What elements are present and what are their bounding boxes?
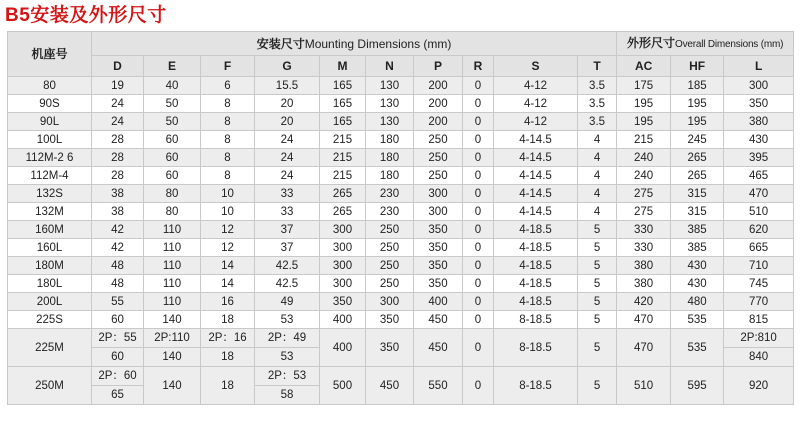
table-cell: 815 — [724, 311, 794, 329]
table-cell: 400 — [414, 293, 463, 311]
table-cell: 24 — [92, 95, 144, 113]
table-cell: 535 — [671, 311, 724, 329]
table-cell: 4-18.5 — [494, 239, 578, 257]
table-cell: 315 — [671, 185, 724, 203]
column-header: M — [320, 56, 366, 77]
frame-cell: 100L — [8, 131, 92, 149]
frame-cell: 180M — [8, 257, 92, 275]
table-cell: 535 — [671, 329, 724, 367]
table-cell: 275 — [617, 203, 671, 221]
table-cell: 195 — [617, 95, 671, 113]
table-cell: 53 — [255, 311, 320, 329]
table-cell: 37 — [255, 221, 320, 239]
table-cell: 130 — [366, 95, 414, 113]
table-cell: 110 — [144, 293, 201, 311]
table-cell: 200 — [414, 113, 463, 131]
table-cell: 2P：60 — [92, 367, 144, 386]
table-cell: 380 — [617, 275, 671, 293]
table-row — [8, 77, 794, 95]
table-cell: 300 — [414, 185, 463, 203]
table-cell: 60 — [92, 348, 144, 367]
table-cell: 300 — [320, 257, 366, 275]
table-cell: 5 — [578, 311, 617, 329]
table-cell: 4-14.5 — [494, 185, 578, 203]
frame-cell: 225M — [8, 329, 92, 367]
table-cell: 400 — [320, 311, 366, 329]
table-cell: 60 — [144, 149, 201, 167]
table-cell: 12 — [201, 221, 255, 239]
table-cell: 400 — [320, 329, 366, 367]
table-cell: 8-18.5 — [494, 367, 578, 405]
table-cell: 430 — [671, 275, 724, 293]
table-cell: 665 — [724, 239, 794, 257]
table-cell: 10 — [201, 203, 255, 221]
table-cell: 215 — [320, 149, 366, 167]
table-cell: 50 — [144, 113, 201, 131]
table-cell: 0 — [463, 203, 494, 221]
table-cell: 250 — [366, 239, 414, 257]
table-cell: 60 — [92, 311, 144, 329]
table-row — [8, 113, 794, 131]
table-cell: 2P：49 — [255, 329, 320, 348]
column-header: F — [201, 56, 255, 77]
table-cell: 300 — [724, 77, 794, 95]
frame-cell: 225S — [8, 311, 92, 329]
table-cell: 215 — [617, 131, 671, 149]
table-cell: 250 — [414, 149, 463, 167]
table-cell: 620 — [724, 221, 794, 239]
dimensions-table — [7, 31, 794, 405]
table-cell: 10 — [201, 185, 255, 203]
frame-cell: 132S — [8, 185, 92, 203]
table-cell: 24 — [92, 113, 144, 131]
table-cell: 4 — [578, 149, 617, 167]
table-cell: 5 — [578, 257, 617, 275]
table-cell: 315 — [671, 203, 724, 221]
table-cell: 240 — [617, 149, 671, 167]
table-cell: 195 — [617, 113, 671, 131]
table-cell: 60 — [144, 167, 201, 185]
table-cell: 80 — [144, 185, 201, 203]
table-row-250m — [8, 367, 794, 386]
table-cell: 250 — [366, 275, 414, 293]
table-cell: 0 — [463, 329, 494, 367]
header-overall-group: 外形尺寸Overall Dimensions (mm) — [617, 32, 794, 56]
frame-cell: 250M — [8, 367, 92, 405]
table-cell: 510 — [724, 203, 794, 221]
table-cell: 450 — [414, 329, 463, 367]
table-cell: 4-12 — [494, 95, 578, 113]
column-header: L — [724, 56, 794, 77]
table-cell: 4 — [578, 203, 617, 221]
table-row — [8, 185, 794, 203]
table-row — [8, 167, 794, 185]
table-cell: 28 — [92, 131, 144, 149]
table-cell: 840 — [724, 348, 794, 367]
table-cell: 140 — [144, 348, 201, 367]
table-cell: 48 — [92, 275, 144, 293]
table-cell: 110 — [144, 239, 201, 257]
table-cell: 5 — [578, 367, 617, 405]
table-row — [8, 95, 794, 113]
table-cell: 110 — [144, 221, 201, 239]
table-cell: 265 — [671, 149, 724, 167]
table-cell: 0 — [463, 367, 494, 405]
table-cell: 2P:110 — [144, 329, 201, 348]
table-cell: 55 — [92, 293, 144, 311]
table-cell: 380 — [617, 257, 671, 275]
table-cell: 300 — [414, 203, 463, 221]
table-cell: 18 — [201, 311, 255, 329]
table-cell: 230 — [366, 203, 414, 221]
table-cell: 18 — [201, 367, 255, 405]
table-row — [8, 239, 794, 257]
table-cell: 350 — [414, 275, 463, 293]
table-cell: 550 — [414, 367, 463, 405]
table-row — [8, 203, 794, 221]
table-cell: 24 — [255, 131, 320, 149]
table-cell: 470 — [617, 329, 671, 367]
table-cell: 12 — [201, 239, 255, 257]
table-cell: 49 — [255, 293, 320, 311]
table-cell: 175 — [617, 77, 671, 95]
table-cell: 350 — [320, 293, 366, 311]
table-cell: 215 — [320, 167, 366, 185]
frame-cell: 180L — [8, 275, 92, 293]
table-cell: 24 — [255, 167, 320, 185]
table-cell: 465 — [724, 167, 794, 185]
table-cell: 430 — [724, 131, 794, 149]
table-cell: 265 — [320, 203, 366, 221]
table-cell: 385 — [671, 239, 724, 257]
table-cell: 5 — [578, 329, 617, 367]
table-cell: 50 — [144, 95, 201, 113]
table-cell: 48 — [92, 257, 144, 275]
table-cell: 2P:810 — [724, 329, 794, 348]
frame-cell: 200L — [8, 293, 92, 311]
table-cell: 265 — [320, 185, 366, 203]
table-cell: 4-18.5 — [494, 221, 578, 239]
table-cell: 60 — [144, 131, 201, 149]
table-cell: 350 — [366, 311, 414, 329]
table-cell: 24 — [255, 149, 320, 167]
table-cell: 330 — [617, 221, 671, 239]
table-cell: 250 — [366, 221, 414, 239]
header-frame-label: 机座号 — [8, 32, 92, 77]
table-cell: 250 — [414, 167, 463, 185]
table-cell: 5 — [578, 239, 617, 257]
table-cell: 130 — [366, 77, 414, 95]
table-cell: 110 — [144, 257, 201, 275]
table-cell: 195 — [671, 95, 724, 113]
table-cell: 470 — [617, 311, 671, 329]
table-row — [8, 293, 794, 311]
column-header: R — [463, 56, 494, 77]
table-cell: 350 — [414, 221, 463, 239]
table-cell: 65 — [92, 386, 144, 405]
table-cell: 0 — [463, 239, 494, 257]
table-cell: 8 — [201, 167, 255, 185]
table-cell: 4-18.5 — [494, 257, 578, 275]
table-cell: 200 — [414, 77, 463, 95]
table-cell: 395 — [724, 149, 794, 167]
column-header: D — [92, 56, 144, 77]
table-cell: 300 — [366, 293, 414, 311]
table-cell: 130 — [366, 113, 414, 131]
column-header: N — [366, 56, 414, 77]
column-header: HF — [671, 56, 724, 77]
table-cell: 4-18.5 — [494, 293, 578, 311]
table-cell: 33 — [255, 185, 320, 203]
table-cell: 4-14.5 — [494, 149, 578, 167]
table-cell: 2P：53 — [255, 367, 320, 386]
table-cell: 4-14.5 — [494, 131, 578, 149]
table-cell: 4 — [578, 167, 617, 185]
table-cell: 42.5 — [255, 275, 320, 293]
table-row — [8, 275, 794, 293]
table-cell: 265 — [671, 167, 724, 185]
table-cell: 3.5 — [578, 113, 617, 131]
table-cell: 450 — [414, 311, 463, 329]
frame-cell: 90S — [8, 95, 92, 113]
table-cell: 4 — [578, 185, 617, 203]
table-cell: 0 — [463, 167, 494, 185]
table-cell: 300 — [320, 275, 366, 293]
table-cell: 0 — [463, 95, 494, 113]
table-cell: 350 — [724, 95, 794, 113]
column-header: S — [494, 56, 578, 77]
table-cell: 16 — [201, 293, 255, 311]
header-row-columns — [8, 56, 794, 77]
table-cell: 165 — [320, 113, 366, 131]
table-cell: 53 — [255, 348, 320, 367]
table-cell: 42.5 — [255, 257, 320, 275]
table-cell: 3.5 — [578, 95, 617, 113]
table-cell: 2P：55 — [92, 329, 144, 348]
table-cell: 5 — [578, 221, 617, 239]
table-cell: 240 — [617, 167, 671, 185]
table-cell: 33 — [255, 203, 320, 221]
column-header: AC — [617, 56, 671, 77]
table-cell: 110 — [144, 275, 201, 293]
table-cell: 350 — [414, 239, 463, 257]
table-cell: 300 — [320, 239, 366, 257]
table-cell: 180 — [366, 131, 414, 149]
table-cell: 80 — [144, 203, 201, 221]
table-row — [8, 131, 794, 149]
table-cell: 350 — [414, 257, 463, 275]
table-row — [8, 149, 794, 167]
table-cell: 215 — [320, 131, 366, 149]
table-cell: 2P：16 — [201, 329, 255, 348]
frame-cell: 160L — [8, 239, 92, 257]
table-cell: 14 — [201, 257, 255, 275]
table-cell: 0 — [463, 185, 494, 203]
table-cell: 4-14.5 — [494, 203, 578, 221]
table-cell: 0 — [463, 113, 494, 131]
table-cell: 250 — [366, 257, 414, 275]
column-header: T — [578, 56, 617, 77]
table-cell: 165 — [320, 95, 366, 113]
table-cell: 350 — [366, 329, 414, 367]
table-cell: 5 — [578, 275, 617, 293]
table-cell: 20 — [255, 95, 320, 113]
table-cell: 510 — [617, 367, 671, 405]
table-cell: 42 — [92, 221, 144, 239]
column-header: E — [144, 56, 201, 77]
table-cell: 8-18.5 — [494, 329, 578, 367]
table-cell: 195 — [671, 113, 724, 131]
table-cell: 595 — [671, 367, 724, 405]
table-cell: 500 — [320, 367, 366, 405]
table-cell: 470 — [724, 185, 794, 203]
page-title: B5安装及外形尺寸 — [5, 5, 167, 26]
table-cell: 770 — [724, 293, 794, 311]
table-cell: 38 — [92, 203, 144, 221]
table-cell: 4-12 — [494, 77, 578, 95]
table-cell: 58 — [255, 386, 320, 405]
table-cell: 8 — [201, 149, 255, 167]
table-cell: 230 — [366, 185, 414, 203]
table-cell: 180 — [366, 149, 414, 167]
table-cell: 19 — [92, 77, 144, 95]
table-cell: 38 — [92, 185, 144, 203]
frame-cell: 80 — [8, 77, 92, 95]
table-cell: 275 — [617, 185, 671, 203]
table-cell: 745 — [724, 275, 794, 293]
table-cell: 200 — [414, 95, 463, 113]
table-cell: 4-14.5 — [494, 167, 578, 185]
table-cell: 250 — [414, 131, 463, 149]
table-row — [8, 257, 794, 275]
column-header: G — [255, 56, 320, 77]
table-row-225m — [8, 329, 794, 348]
table-cell: 140 — [144, 311, 201, 329]
table-cell: 4 — [578, 131, 617, 149]
table-cell: 385 — [671, 221, 724, 239]
table-row — [8, 311, 794, 329]
table-cell: 0 — [463, 275, 494, 293]
table-cell: 28 — [92, 149, 144, 167]
table-cell: 6 — [201, 77, 255, 95]
table-cell: 14 — [201, 275, 255, 293]
table-cell: 4-12 — [494, 113, 578, 131]
table-cell: 5 — [578, 293, 617, 311]
table-cell: 15.5 — [255, 77, 320, 95]
table-cell: 40 — [144, 77, 201, 95]
table-cell: 180 — [366, 167, 414, 185]
header-row-groups — [8, 32, 794, 56]
table-cell: 420 — [617, 293, 671, 311]
column-header: P — [414, 56, 463, 77]
table-cell: 8-18.5 — [494, 311, 578, 329]
table-cell: 330 — [617, 239, 671, 257]
table-cell: 0 — [463, 257, 494, 275]
header-mounting-group: 安装尺寸Mounting Dimensions (mm) — [92, 32, 617, 56]
table-cell: 20 — [255, 113, 320, 131]
table-cell: 245 — [671, 131, 724, 149]
table-cell: 0 — [463, 311, 494, 329]
table-cell: 8 — [201, 131, 255, 149]
table-cell: 0 — [463, 293, 494, 311]
table-cell: 37 — [255, 239, 320, 257]
table-cell: 0 — [463, 77, 494, 95]
table-cell: 3.5 — [578, 77, 617, 95]
table-cell: 18 — [201, 348, 255, 367]
frame-cell: 160M — [8, 221, 92, 239]
table-cell: 300 — [320, 221, 366, 239]
table-cell: 165 — [320, 77, 366, 95]
frame-cell: 112M-2 6 — [8, 149, 92, 167]
table-cell: 0 — [463, 131, 494, 149]
table-cell: 920 — [724, 367, 794, 405]
frame-cell: 112M-4 — [8, 167, 92, 185]
table-cell: 430 — [671, 257, 724, 275]
table-cell: 450 — [366, 367, 414, 405]
table-cell: 0 — [463, 221, 494, 239]
table-row — [8, 221, 794, 239]
table-cell: 140 — [144, 367, 201, 405]
table-cell: 380 — [724, 113, 794, 131]
table-cell: 710 — [724, 257, 794, 275]
frame-cell: 132M — [8, 203, 92, 221]
table-cell: 480 — [671, 293, 724, 311]
frame-cell: 90L — [8, 113, 92, 131]
table-cell: 8 — [201, 95, 255, 113]
table-cell: 8 — [201, 113, 255, 131]
table-cell: 28 — [92, 167, 144, 185]
table-cell: 185 — [671, 77, 724, 95]
table-cell: 4-18.5 — [494, 275, 578, 293]
table-cell: 42 — [92, 239, 144, 257]
table-cell: 0 — [463, 149, 494, 167]
